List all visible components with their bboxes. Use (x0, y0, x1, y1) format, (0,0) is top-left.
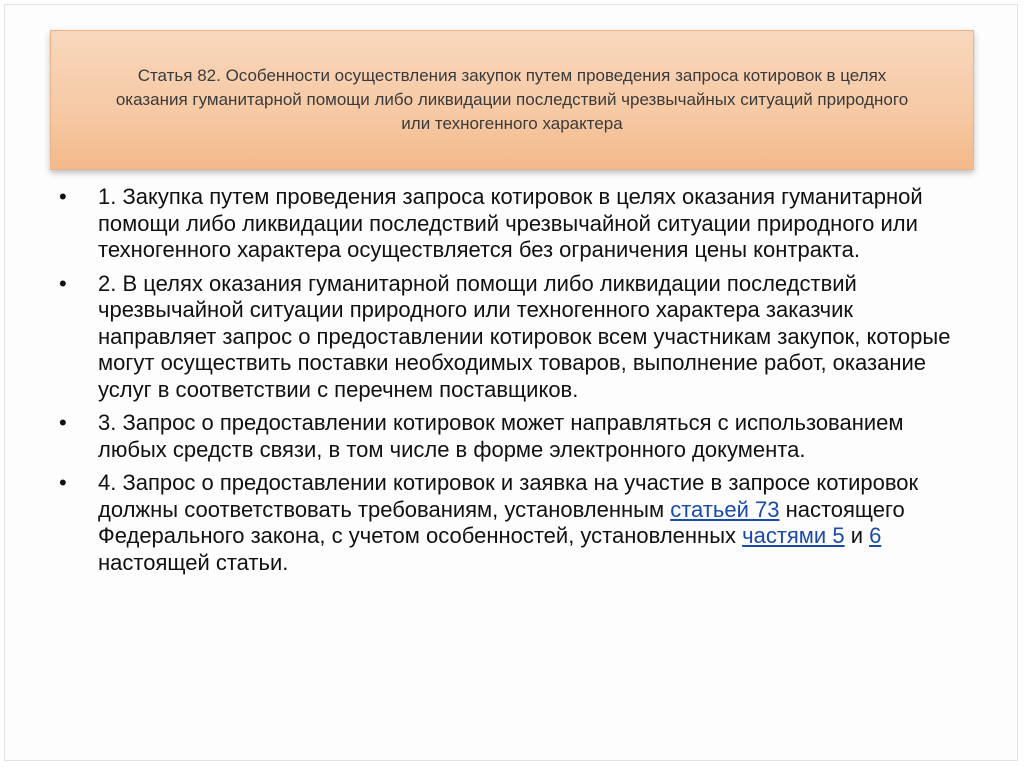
item-text-and: и (844, 523, 870, 548)
list-item (58, 184, 968, 264)
bullet-list (58, 184, 968, 583)
list-item (58, 271, 968, 404)
list-item (58, 470, 968, 576)
item-text: 3. Запрос о предоставлении котировок может направляться с использованием любых средств связи, в том числе в форме электронного документа. (98, 410, 904, 462)
bullet-icon: • (59, 270, 67, 296)
bullet-icon: • (59, 184, 67, 209)
item-text: 1. Закупка путем проведения запроса котировок в целях оказания гуманитарной помощи либо ликвидации последствий чрезвычайной ситуации природного или техногенного характера осуществляется без ограничения цены контракта. (98, 184, 923, 262)
list-item (58, 410, 968, 463)
item-text-before: 4. Запрос о предоставлении котировок и заявка на участие в запросе котировок должны соответствовать требованиям, установленным (98, 470, 919, 522)
bullet-icon: • (59, 470, 67, 495)
title-box (50, 30, 974, 170)
slide-title: Статья 82. Особенности осуществления закупок путем проведения запроса котировок в целях оказания гуманитарной помощи либо ликвидации последствий чрезвычайных ситуаций природного или техногенного характера (115, 66, 909, 133)
bullet-icon: • (59, 410, 67, 435)
item-text-after: настоящей статьи. (98, 549, 289, 575)
item-text-middle: настоящего Федерального закона, с учетом особенностей, установленных (98, 496, 905, 548)
article-73-link[interactable]: статьей 73 (670, 496, 780, 522)
part-6-link[interactable]: 6 (869, 523, 882, 548)
item-text: 2. В целях оказания гуманитарной помощи либо ликвидации последствий чрезвычайной ситуации природного или техногенного характера заказчик направляет запрос о предоставлении котировок всем участникам закупок, которые могут осуществить поставки необходимых товаров, выполнение работ, оказание услуг в соответствии с перечнем поставщиков. (98, 270, 951, 402)
parts-5-link[interactable]: частями 5 (742, 523, 845, 548)
